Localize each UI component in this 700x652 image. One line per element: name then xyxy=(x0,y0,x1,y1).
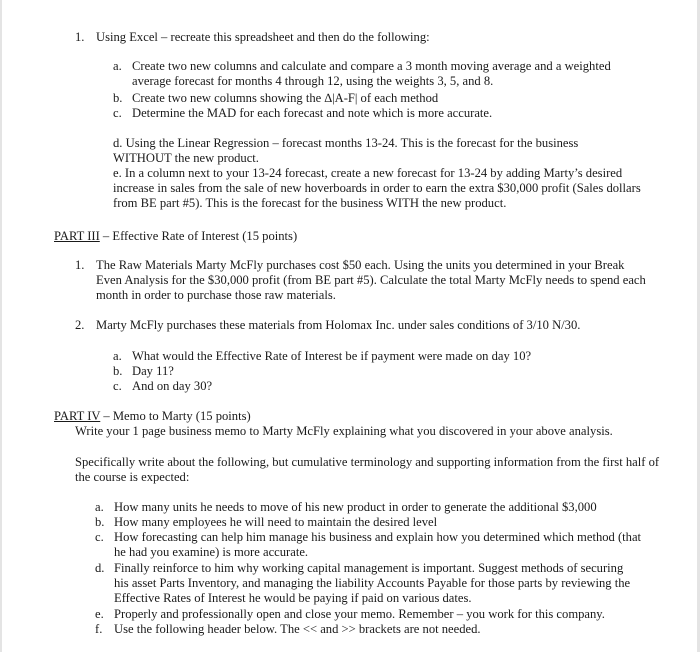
part-4-item-f-text: Use the following header below. The << and >> brackets are not needed. xyxy=(114,622,481,636)
q1-item-a-text: Create two new columns and calculate and compare a 3 month moving average and a weighted average forecast for months 4 through 12, using the weights 3, 5, and 8. xyxy=(132,59,611,89)
page-edge-left xyxy=(0,0,2,652)
part-4-item-c xyxy=(95,530,643,560)
part-4-item-d xyxy=(95,561,640,607)
part-4-item-d-label: d. xyxy=(95,561,105,575)
part-3-item-a xyxy=(113,349,633,364)
part-3-question-1 xyxy=(75,258,647,304)
part-4-heading xyxy=(54,409,654,424)
q1-item-b-text: Create two new columns showing the ∆|A-F| of each method xyxy=(132,91,439,105)
part-3-question-2-text: Marty McFly purchases these materials from Holomax Inc. under sales conditions of 3/10 N/30. xyxy=(96,318,581,332)
part-3-question-1-text: The Raw Materials Marty McFly purchases cost $50 each. Using the units you determined in your Break Even Analysis for the $30,000 profit (from BE part #5). Calculate the total Marty McFly needs to spend each month in order to purchase those raw materials. xyxy=(96,258,646,303)
part-3-question-1-number: 1. xyxy=(75,258,85,272)
question-1-number: 1. xyxy=(75,30,85,44)
part-4-item-e-label: e. xyxy=(95,607,104,621)
part-4-intro: Write your 1 page business memo to Marty McFly explaining what you discovered in your above analysis. xyxy=(75,424,613,438)
part-3-heading xyxy=(54,229,654,244)
part-3-item-b-text: Day 11? xyxy=(132,364,174,378)
question-1 xyxy=(75,30,645,45)
part-4-item-d-text: Finally reinforce to him why working capital management is important. Suggest methods of securing his asset Parts Inventory, and managing the liability Accounts Payable for those parts by reviewing the Effective Rates of Interest he would be paying if paid on various dates. xyxy=(114,561,631,606)
part-4-item-a-text: How many units he needs to move of his new product in order to generate the additional $3,000 xyxy=(114,500,597,514)
q1-item-b xyxy=(113,91,643,106)
part-4-item-f-label: f. xyxy=(95,622,103,636)
q1-item-b-label: b. xyxy=(113,91,123,105)
q1-item-a-label: a. xyxy=(113,59,122,73)
part-4-item-e xyxy=(95,607,655,622)
q1-item-d: d. Using the Linear Regression – forecast months 13-24. This is the forecast for the business WITHOUT the new product. xyxy=(113,136,579,166)
q1-item-c-label: c. xyxy=(113,106,122,120)
part-4-item-b-label: b. xyxy=(95,515,105,529)
part-4-item-b-text: How many employees he will need to maintain the desired level xyxy=(114,515,438,529)
part-4-item-c-text: How forecasting can help him manage his business and explain how you determined which method (that he had you examine) is more accurate. xyxy=(114,530,642,560)
part-3-item-a-text: What would the Effective Rate of Interest be if payment were made on day 10? xyxy=(132,349,532,363)
question-1-text: Using Excel – recreate this spreadsheet and then do the following: xyxy=(96,30,430,44)
part-3-item-c xyxy=(113,379,633,394)
part-4-label: PART IV xyxy=(54,409,101,423)
part-4-item-b xyxy=(95,515,655,530)
part-3-item-c-label: c. xyxy=(113,379,122,393)
part-3-question-2-number: 2. xyxy=(75,318,85,332)
part-3-title: – Effective Rate of Interest (15 points) xyxy=(99,229,298,243)
part-3-item-b-label: b. xyxy=(113,364,123,378)
q1-item-e: e. In a column next to your 13-24 forecast, create a new forecast for 13-24 by adding Marty’s desired increase in sales from the sale of new hoverboards in order to earn the extra $30,000 profit (Sales dollars from BE part #5). This is the forecast for the business WITH the new product. xyxy=(113,166,641,211)
q1-item-c xyxy=(113,106,643,121)
part-3-question-2 xyxy=(75,318,647,333)
q1-item-c-text: Determine the MAD for each forecast and note which is more accurate. xyxy=(132,106,493,120)
part-4-item-e-text: Properly and professionally open and close your memo. Remember – you work for this company. xyxy=(114,607,605,621)
part-4-title: – Memo to Marty (15 points) xyxy=(100,409,251,423)
part-4-specifically: Specifically write about the following, but cumulative terminology and supporting information from the first half of the course is expected: xyxy=(75,455,660,485)
part-3-item-c-text: And on day 30? xyxy=(132,379,213,393)
part-4-item-a xyxy=(95,500,655,515)
part-4-item-f xyxy=(95,622,655,637)
q1-item-a xyxy=(113,59,643,89)
part-3-item-b xyxy=(113,364,633,379)
part-3-item-a-label: a. xyxy=(113,349,122,363)
part-3-label: PART III xyxy=(54,229,100,243)
part-4-item-a-label: a. xyxy=(95,500,104,514)
part-4-item-c-label: c. xyxy=(95,530,104,544)
